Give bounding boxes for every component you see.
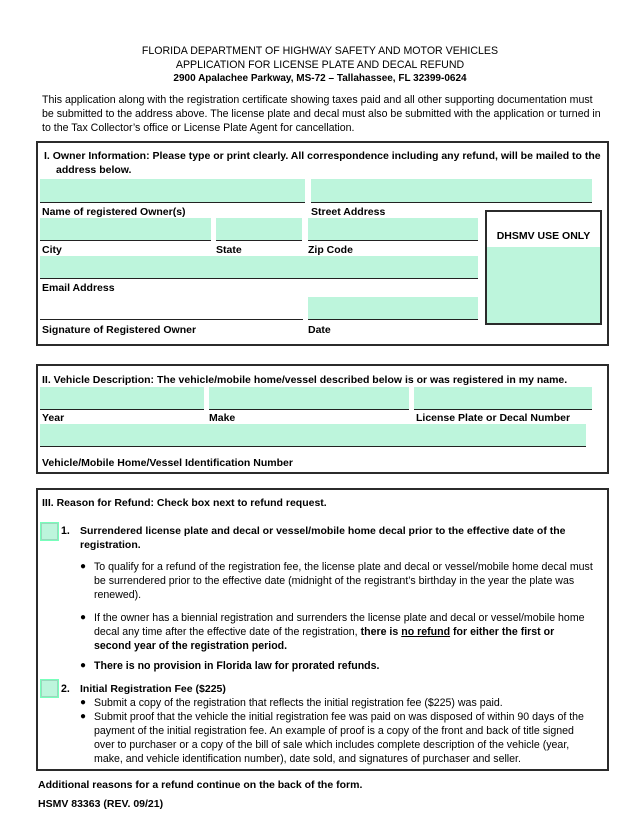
bullet-icon: ● xyxy=(80,697,87,708)
section1-heading-cont: address below. xyxy=(56,164,132,176)
owner-name-label: Name of registered Owner(s) xyxy=(42,206,186,218)
form-number: HSMV 83363 (REV. 09/21) xyxy=(38,798,164,810)
item1-number: 1. xyxy=(61,525,70,537)
item2-title: Initial Registration Fee ($225) xyxy=(80,683,226,695)
state-label: State xyxy=(216,244,242,256)
signature-label: Signature of Registered Owner xyxy=(42,324,197,336)
form-title: APPLICATION FOR LICENSE PLATE AND DECAL REFUND xyxy=(175,59,465,71)
refund-reason-1-checkbox[interactable] xyxy=(40,522,59,541)
year-field[interactable] xyxy=(40,387,204,410)
section1-heading: I. Owner Information: Please type or print clearly. All correspondence including any refund, will be mailed to the xyxy=(44,150,601,162)
item1-title-cont: registration. xyxy=(80,539,141,551)
signature-line[interactable] xyxy=(40,319,303,320)
make-field[interactable] xyxy=(209,387,409,410)
bullet-icon: ● xyxy=(80,561,87,572)
street-address-label: Street Address xyxy=(311,206,386,218)
agency-name: FLORIDA DEPARTMENT OF HIGHWAY SAFETY AND MOTOR VEHICLES xyxy=(141,45,499,57)
dhsmv-use-only-area xyxy=(487,247,600,323)
intro-paragraph: This application along with the registration certificate showing taxes paid and all other supporting documentation must be submitted to the address above. The license plate and decal must also be submitted with the application or turned in to the Tax Collector’s office or License Plate Agent for cancellation. xyxy=(42,94,601,134)
street-address-field[interactable] xyxy=(311,179,592,203)
date-field[interactable] xyxy=(308,297,478,320)
make-label: Make xyxy=(209,412,236,424)
item2-number: 2. xyxy=(61,683,70,695)
email-field[interactable] xyxy=(40,256,478,279)
bullet-icon: ● xyxy=(80,660,87,671)
vin-label: Vehicle/Mobile Home/Vessel Identification Number xyxy=(42,457,293,469)
item2-bullet1: Submit a copy of the registration that reflects the initial registration fee ($225) was paid. xyxy=(94,697,503,709)
owner-name-field[interactable] xyxy=(40,179,305,203)
section3-heading: III. Reason for Refund: Check box next to refund request. xyxy=(42,497,327,509)
city-label: City xyxy=(42,244,62,256)
zip-code-label: Zip Code xyxy=(308,244,353,256)
email-label: Email Address xyxy=(42,282,115,294)
vin-field[interactable] xyxy=(40,424,586,447)
year-label: Year xyxy=(42,412,65,424)
item1-bullet2: If the owner has a biennial registration and surrenders the license plate and decal or vessel/mobile home decal any time after the effective date of the registration, there is no refund for either the first or second year of the registration period. xyxy=(94,612,585,652)
item1-title: Surrendered license plate and decal or vessel/mobile home decal prior to the effective date of the xyxy=(80,525,566,537)
refund-reason-2-checkbox[interactable] xyxy=(40,679,59,698)
item1-bullet3: There is no provision in Florida law for prorated refunds. xyxy=(94,660,380,672)
bullet-icon: ● xyxy=(80,711,87,722)
continue-note: Additional reasons for a refund continue on the back of the form. xyxy=(38,779,363,791)
plate-number-label: License Plate or Decal Number xyxy=(416,412,571,424)
dhsmv-use-only-label: DHSMV USE ONLY xyxy=(496,230,591,242)
agency-address: 2900 Apalachee Parkway, MS-72 – Tallahassee, FL 32399-0624 xyxy=(173,73,467,84)
city-field[interactable] xyxy=(40,218,211,241)
item2-bullet2: Submit proof that the vehicle the initial registration fee was paid on was disposed of within 90 days of the payment of the initial registration fee. An example of proof is a copy of the front and back of title signed over to purchaser or a copy of the bill of sale which includes complete description of the vehicle (year, make, and vehicle identification number), date sold, and signatures of purchaser and seller. xyxy=(94,711,584,765)
zip-code-field[interactable] xyxy=(308,218,478,241)
bullet-icon: ● xyxy=(80,612,87,623)
item1-bullet1: To qualify for a refund of the registration fee, the license plate and decal or vessel/mobile home decal must be surrendered prior to the effective date (midnight of the registrant’s birthday in the year the plate was renewed). xyxy=(94,561,593,601)
plate-number-field[interactable] xyxy=(414,387,592,410)
state-field[interactable] xyxy=(216,218,302,241)
section2-heading: II. Vehicle Description: The vehicle/mobile home/vessel described below is or was registered in my name. xyxy=(42,374,568,386)
date-label: Date xyxy=(308,324,331,336)
